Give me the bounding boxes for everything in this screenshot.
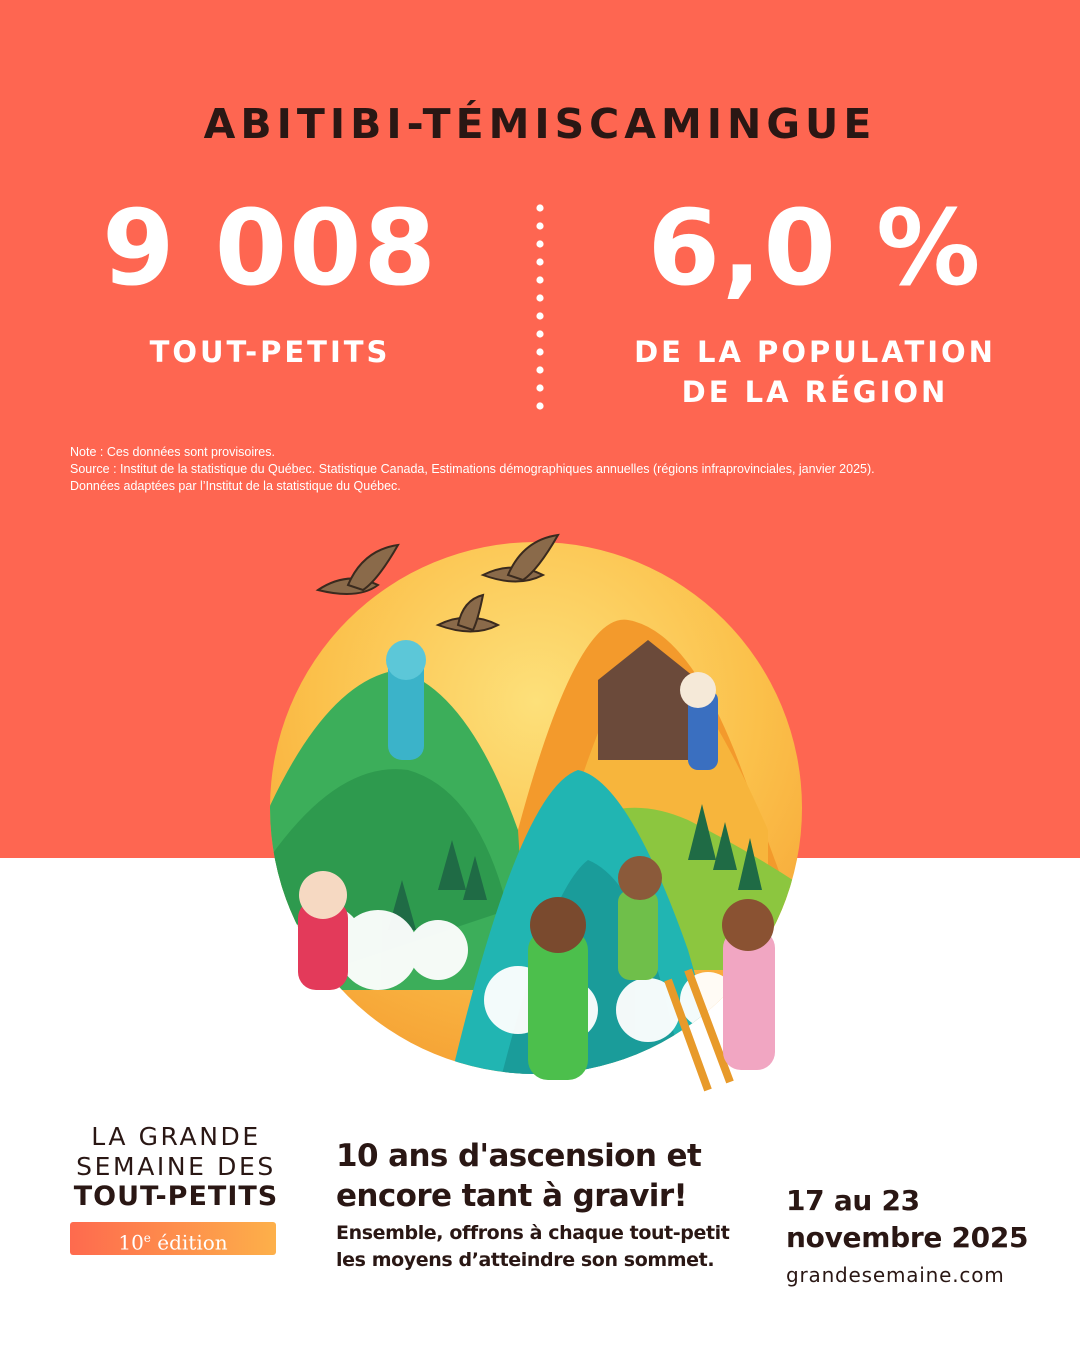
subline-2: les moyens d’atteindre son sommet. — [336, 1249, 715, 1271]
edition-number: 10 — [118, 1230, 144, 1255]
stat-share-label-line1: DE LA POPULATION — [634, 335, 996, 369]
dotted-divider — [536, 204, 544, 416]
headline-line-1: 10 ans d'ascension et — [336, 1138, 702, 1174]
stat-children-label: TOUT-PETITS — [149, 335, 391, 369]
stat-share-label-line2: DE LA RÉGION — [681, 375, 949, 409]
event-info — [786, 1182, 1066, 1290]
edition-word: édition — [150, 1230, 228, 1255]
stat-children-value: 9 008 — [102, 187, 438, 309]
website-link[interactable]: grandesemaine.com — [786, 1263, 1005, 1287]
brand-logo — [70, 1122, 282, 1255]
stat-share-label — [580, 332, 1050, 412]
brand-line-2: SEMAINE DES — [76, 1152, 276, 1181]
brand-line-3: TOUT-PETITS — [73, 1181, 279, 1212]
source-notes — [70, 444, 1030, 495]
edition-suffix: e — [143, 1231, 151, 1245]
subline-1: Ensemble, offrons à chaque tout-petit — [336, 1222, 730, 1244]
note-line: Note : Ces données sont provisoires. — [70, 445, 275, 459]
subline — [336, 1220, 756, 1274]
stat-share-value: 6,0 % — [647, 187, 983, 309]
dates-line-1: 17 au 23 — [786, 1184, 920, 1217]
adapted-line: Données adaptées par l’Institut de la statistique du Québec. — [70, 479, 401, 493]
source-line: Source : Institut de la statistique du Québec. Statistique Canada, Estimations démographiques annuelles (régions infraprovinciales, janvier 2025). — [70, 462, 875, 476]
brand-line-1: LA GRANDE — [91, 1122, 261, 1151]
headline-line-2: encore tant à gravir! — [336, 1178, 688, 1214]
dates-line-2: novembre 2025 — [786, 1221, 1029, 1254]
mountain-illustration — [268, 530, 808, 1110]
edition-badge — [70, 1222, 276, 1255]
region-title: ABITIBI-TÉMISCAMINGUE — [203, 100, 877, 148]
tagline — [336, 1136, 756, 1274]
